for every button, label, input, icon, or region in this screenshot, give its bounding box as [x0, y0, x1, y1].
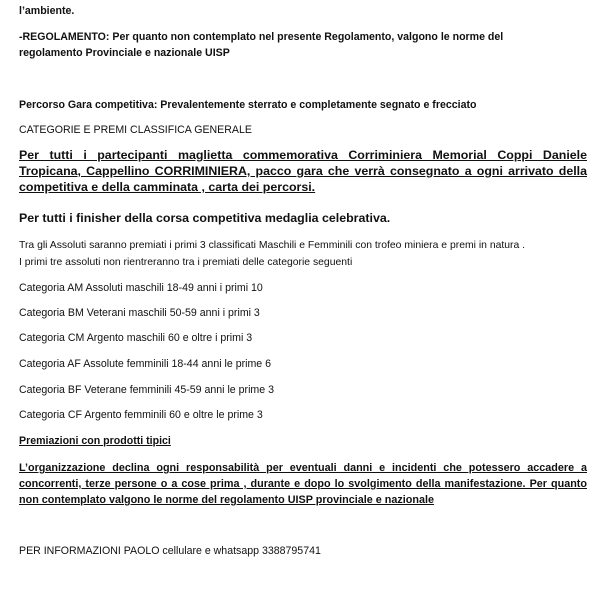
category-cf: Categoria CF Argento femminili 60 e oltre le prime 3	[19, 409, 263, 421]
percorso-text: Percorso Gara competitiva: Prevalentemente sterrato e completamente segnato e frecciato	[19, 99, 477, 111]
categorie-heading: CATEGORIE E PREMI CLASSIFICA GENERALE	[19, 124, 252, 136]
category-af: Categoria AF Assolute femminili 18-44 anni le prime 6	[19, 358, 272, 370]
category-cm: Categoria CM Argento maschili 60 e oltre i primi 3	[19, 332, 253, 344]
partecipanti-paragraph: Per tutti i partecipanti maglietta commemorativa Corriminiera Memorial Coppi Daniele Tropicana, Cappellino CORRIMINIERA, pacco gara che verrà consegnato a ogni arrivato della competitiva e della camminata , carta dei percorsi.	[19, 148, 587, 194]
category-bm: Categoria BM Veterani maschili 50-59 anni i primi 3	[19, 307, 260, 319]
category-am: Categoria AM Assoluti maschili 18-49 anni i primi 10	[19, 282, 263, 294]
finisher-text: Per tutti i finisher della corsa competitiva medaglia celebrativa.	[19, 211, 391, 225]
category-bf: Categoria BF Veterane femminili 45-59 anni le prime 3	[19, 384, 274, 396]
premiazioni-text: Premiazioni con prodotti tipici	[19, 435, 171, 447]
assoluti-line-1: Tra gli Assoluti saranno premiati i primi 3 classificati Maschili e Femminili con trofeo miniera e premi in natura .	[19, 240, 526, 251]
disclaimer-paragraph: L’organizzazione declina ogni responsabilità per eventuali danni e incidenti che potessero accadere a concorrenti, terze persone o a cose prima , durante e dopo lo svolgimento della manifestazione. Per quanto non contemplato valgono le norme del regolamento UISP provinciale e nazionale	[19, 462, 587, 506]
intro-tail-text: l’ambiente.	[19, 5, 75, 17]
assoluti-line-2: I primi tre assoluti non rientreranno tra i premiati delle categorie seguenti	[19, 257, 353, 268]
regolamento-line-1: -REGOLAMENTO: Per quanto non contemplato nel presente Regolamento, valgono le norme del	[19, 31, 504, 43]
contact-text: PER INFORMAZIONI PAOLO cellulare e whatsapp 3388795741	[19, 545, 321, 557]
regolamento-line-2: regolamento Provinciale e nazionale UISP	[19, 47, 230, 59]
